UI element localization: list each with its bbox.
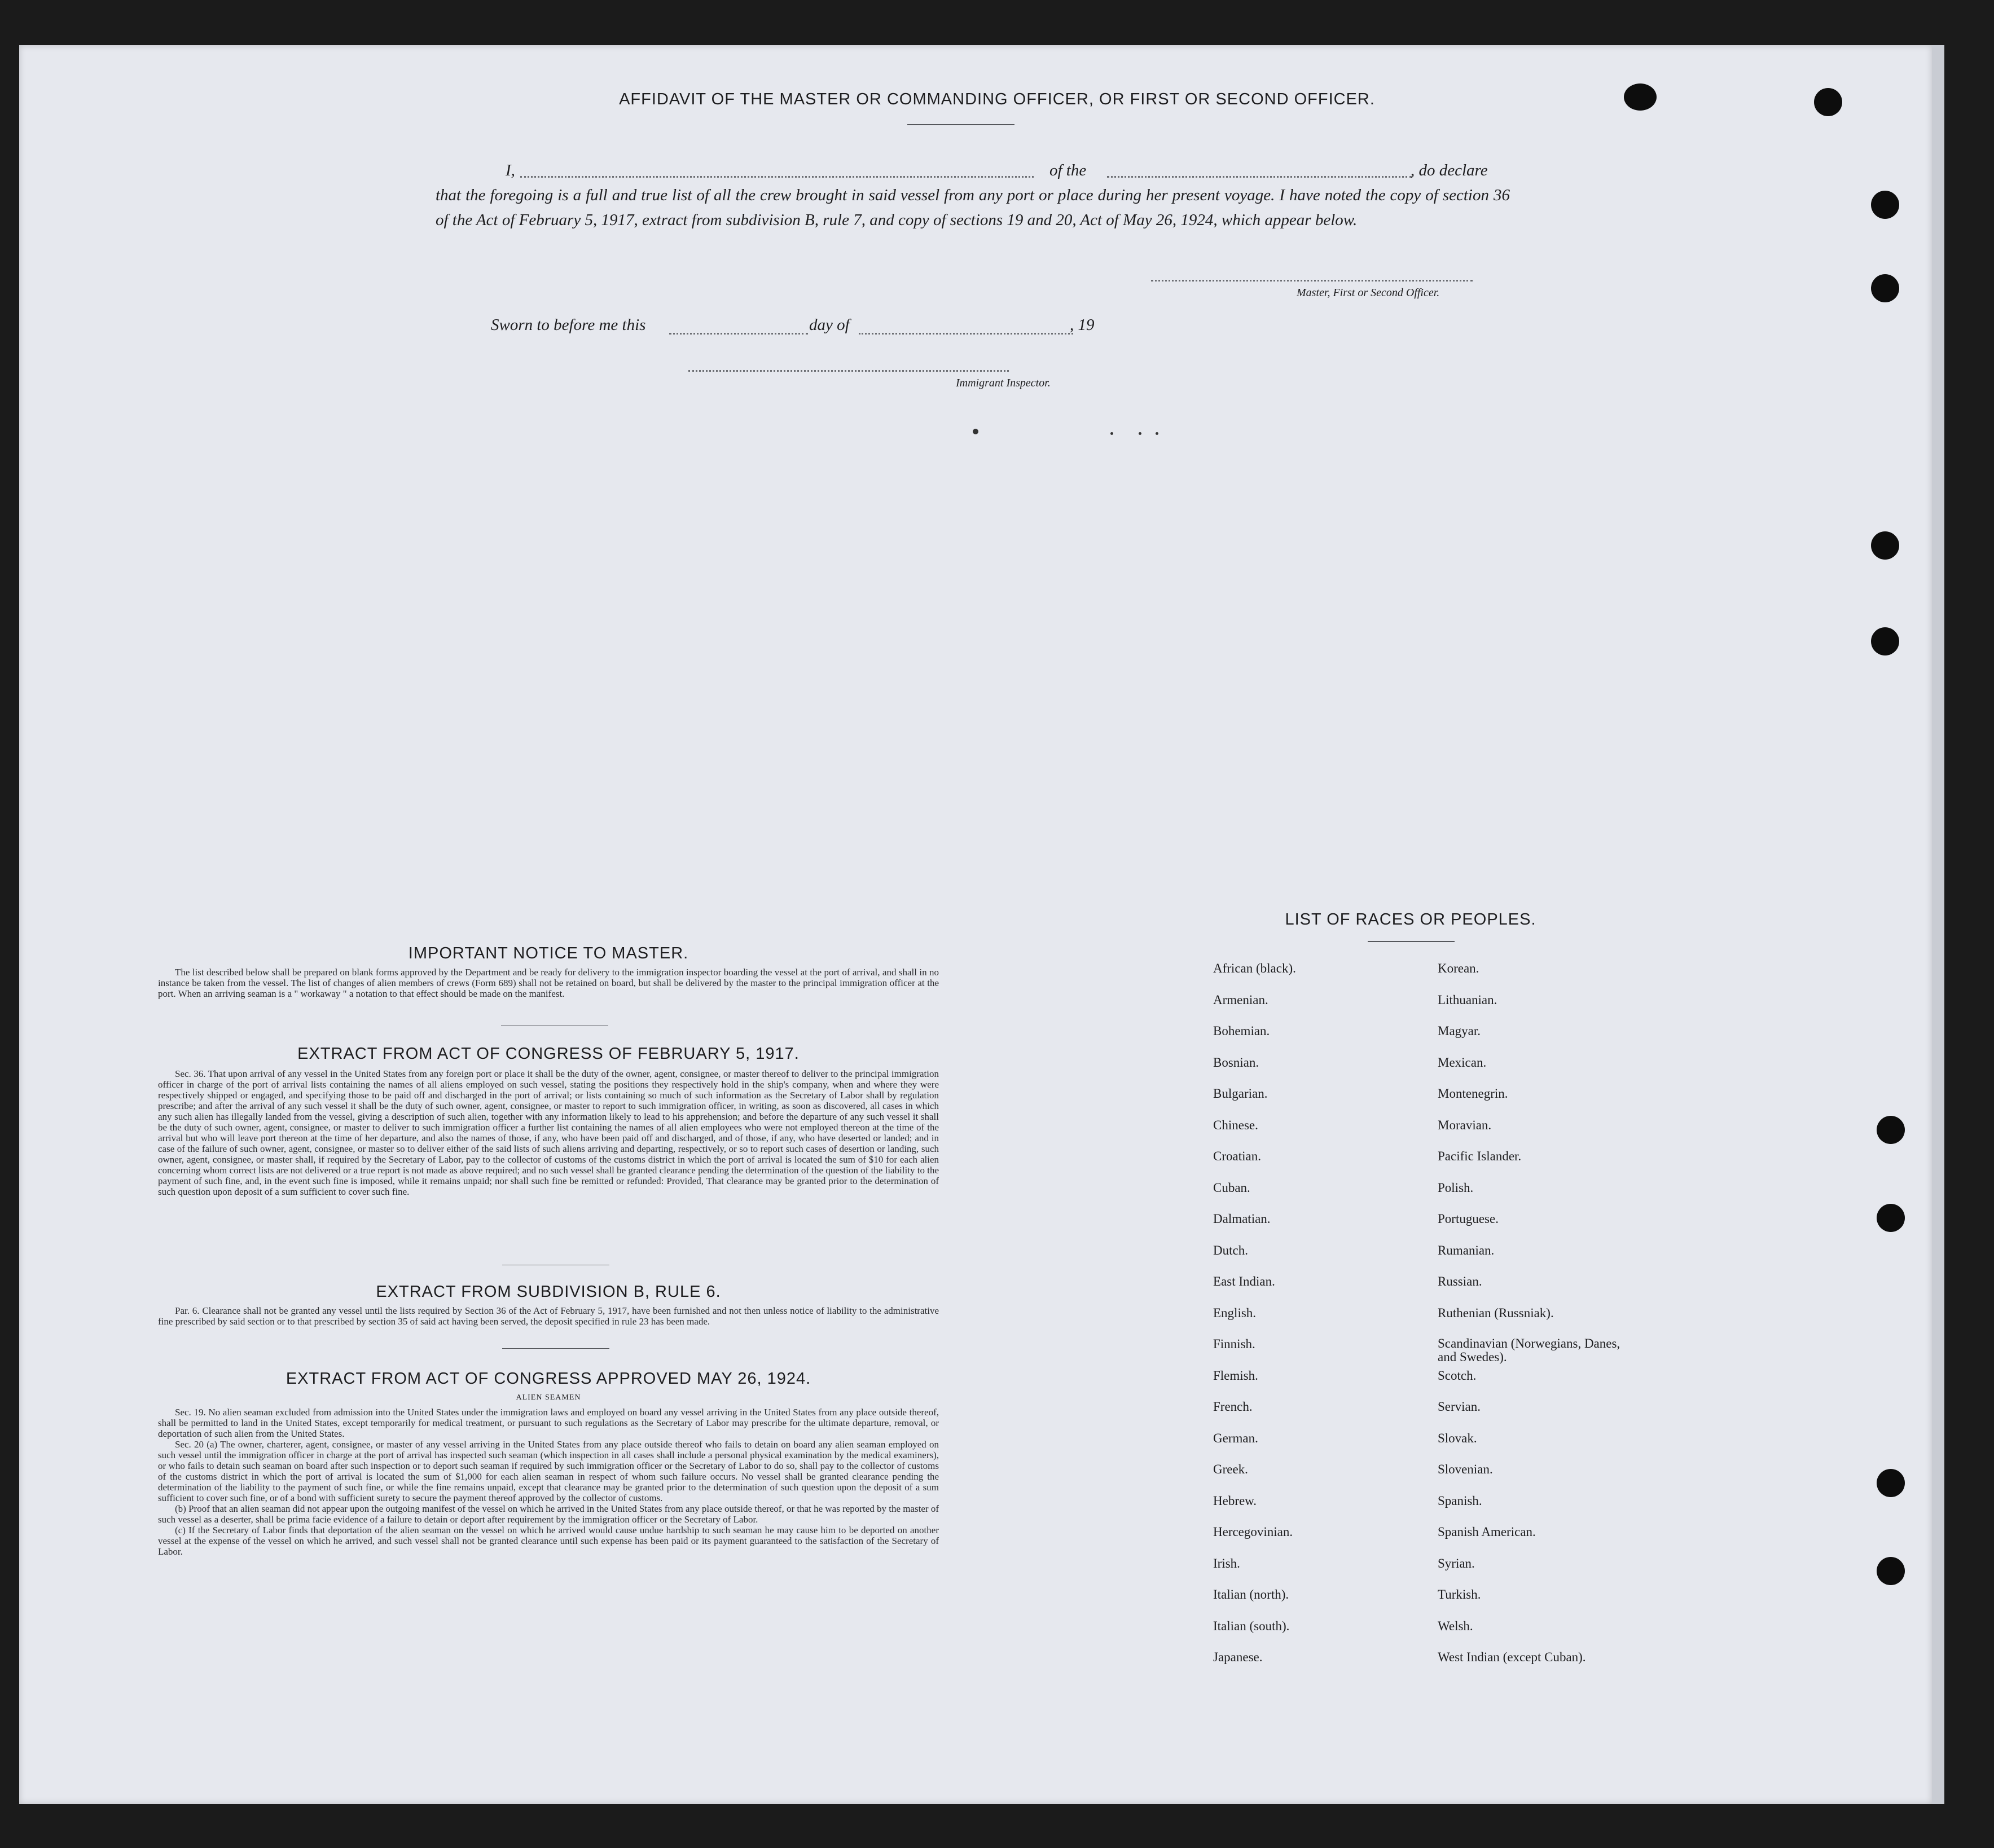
extract-1917-paragraph: Sec. 36. That upon arrival of any vessel in the United States from any foreign port or place it shall be the duty of the owner, agent, consignee, or master thereof to deliver to the principal immigration officer in charge of the port of arrival lists containing the names of all aliens employed on such vessel, stating the positions they respectively hold in the ship's company, when and where they were respectively shipped or engaged, and specifying those to be paid off and discharged in the port of arrival; or lists containing so much of such information as the Secretary of Labor shall by regulation prescribe; and after the arrival of any such vessel it shall be the duty of such owner, agent, consignee, or master to report to such immigration officer, in writing, as soon as discovered, all cases in which any such alien has illegally landed from the vessel, giving a description of such alien, together with any information likely to lead to his apprehension; and before the departure of any such vessel it shall be the duty of such owner, agent, consignee, or master to deliver to such immigration officer a further list containing the names of all alien employees who were not employed thereon at the time of the arrival but who will leave port thereon at the time of her departure, and also the names of those, if any, who have been paid off and discharged, and of those, if any, who have deserted or landed; and in case of the failure of such owner, agent, consignee, or master so to deliver either of the said lists of such aliens arriving and departing, respectively, or so to report such cases of desertion or landing, such owner, agent, consignee, or master shall, if required by the Secretary of Labor, pay to the collector of customs of the customs district in which the port of arrival is located the sum of $10 for each alien concerning whom correct lists are not delivered or a true report is not made as above required; and no such vessel shall be granted clearance pending the determination of the question of the liability to the payment of such fine, and, in the event such fine is imposed, while it remains unpaid; nor shall such fine be remitted or refunded: Provided, That clearance may be granted prior to the determination of such question upon deposit of a sum sufficient to cover such fine. xyxy=(158,1068,939,1197)
race-right-item: Korean. xyxy=(1438,961,1479,975)
race-right-item: Pacific Islander. xyxy=(1438,1149,1522,1163)
race-left-item: English. xyxy=(1213,1306,1257,1320)
race-left-item: Hercegovinian. xyxy=(1213,1525,1293,1539)
race-right-item: Magyar. xyxy=(1438,1024,1481,1038)
inspector-caption: Immigrant Inspector. xyxy=(956,377,1051,389)
race-right-item: Welsh. xyxy=(1438,1619,1473,1633)
race-left-item: Armenian. xyxy=(1213,993,1268,1007)
name-blank[interactable] xyxy=(520,176,1034,178)
ink-speck xyxy=(973,429,978,434)
race-left-item: Italian (south). xyxy=(1213,1619,1290,1633)
officer-signature-line[interactable] xyxy=(1151,280,1473,281)
race-right-item: Syrian. xyxy=(1438,1556,1475,1570)
sworn-day-of: day of xyxy=(809,316,850,334)
extract-1924-sec19: Sec. 19. No alien seaman excluded from admission into the United States under the immigration laws and employed on board any vessel arriving in the United States from any place outside thereof, shall be permitted to land in the United States, except temporarily for medical treatment, or pursuant to such regulations as the Secretary of Labor may prescribe for the ultimate departure, removal, or deportation of such alien from the United States. xyxy=(158,1407,939,1439)
notice-paragraph: The list described below shall be prepared on blank forms approved by the Department and be ready for delivery to the immigration inspector boarding the vessel at the port of arrival, and shall in no instance be taken from the vessel. The list of changes of alien members of crews (Form 689) shall not be retained on board, but shall be delivered by the master to the principal immigration officer at the port. When an arriving seaman is a " workaway " a notation to that effect should be made on the manifest. xyxy=(158,967,939,999)
section-divider xyxy=(502,1348,609,1349)
sworn-day-blank[interactable] xyxy=(669,333,808,335)
race-right-item: Lithuanian. xyxy=(1438,993,1497,1007)
race-right-item: Scandinavian (Norwegians, Danes, and Swedes). xyxy=(1438,1336,1620,1364)
race-right-item: Ruthenian (Russniak). xyxy=(1438,1306,1554,1320)
race-left-item: German. xyxy=(1213,1431,1258,1445)
inspector-signature-line[interactable] xyxy=(688,370,1009,372)
race-right-item: Scotch. xyxy=(1438,1369,1477,1383)
binder-hole-icon xyxy=(1871,627,1899,655)
binder-hole-icon xyxy=(1877,1116,1905,1144)
race-right-item: Slovenian. xyxy=(1438,1462,1493,1476)
race-right-item: Portuguese. xyxy=(1438,1212,1499,1226)
race-left-item: Hebrew. xyxy=(1213,1494,1257,1508)
race-left-item: Bulgarian. xyxy=(1213,1086,1268,1101)
race-left-item: Bosnian. xyxy=(1213,1055,1259,1070)
race-left-item: Croatian. xyxy=(1213,1149,1261,1163)
binder-hole-icon xyxy=(1877,1557,1905,1585)
title-underline xyxy=(907,124,1014,125)
binder-hole-icon xyxy=(1877,1469,1905,1497)
sworn-year-prefix: , 19 xyxy=(1070,316,1095,334)
binder-hole-icon xyxy=(1871,531,1899,560)
extract-1924-title: EXTRACT FROM ACT OF CONGRESS APPROVED MAY 26, 1924. xyxy=(286,1370,811,1388)
binder-hole-icon xyxy=(1877,1204,1905,1232)
race-left-item: Irish. xyxy=(1213,1556,1240,1570)
race-right-item: West Indian (except Cuban). xyxy=(1438,1650,1586,1664)
extract-rule6-paragraph: Par. 6. Clearance shall not be granted any vessel until the lists required by Section 36 of the Act of February 5, 1917, have been furnished and not then unless notice of liability to the administrative fine prescribed by said section or to that prescribed by section 35 of said act having been served, the deposit specified in rule 23 has been made. xyxy=(158,1305,939,1327)
ink-speck xyxy=(1156,432,1158,435)
race-right-item: Montenegrin. xyxy=(1438,1086,1508,1101)
declaration-i-label: I, xyxy=(506,161,515,179)
race-left-item: African (black). xyxy=(1213,961,1296,975)
sworn-month-blank[interactable] xyxy=(859,333,1073,335)
declaration-body: that the foregoing is a full and true list of all the crew brought in said vessel from any port or place during her present voyage. I have noted the copy of section 36 of the Act of February 5, 1917, extract from subdivision B, rule 7, and copy of sections 19 and 20, Act of May 26, 1924, which appear below. xyxy=(436,186,1510,229)
sworn-prefix: Sworn to before me this xyxy=(491,316,646,334)
race-right-item: Rumanian. xyxy=(1438,1243,1495,1257)
race-left-item: Dalmatian. xyxy=(1213,1212,1271,1226)
race-left-item: Chinese. xyxy=(1213,1118,1258,1132)
declaration-line-1 xyxy=(506,158,1510,183)
extract-rule6-text xyxy=(158,1305,939,1327)
extract-rule6-title: EXTRACT FROM SUBDIVISION B, RULE 6. xyxy=(376,1283,721,1301)
race-left-item: Italian (north). xyxy=(1213,1587,1289,1601)
notice-text xyxy=(158,967,939,999)
race-left-item: Bohemian. xyxy=(1213,1024,1270,1038)
extract-1924-sec20c: (c) If the Secretary of Labor finds that deportation of the alien seaman on the vessel on which he arrived would cause undue hardship to such seaman he may cause him to be deported on another vessel at the expense of the vessel on which he arrived, and such vessel shall not be granted clearance until such expense has been paid or its payment guaranteed to the satisfaction of the Secretary of Labor. xyxy=(158,1525,939,1557)
ink-speck xyxy=(1139,432,1141,435)
officer-signature-caption: Master, First or Second Officer. xyxy=(1297,287,1440,299)
extract-1924-text xyxy=(158,1407,939,1557)
race-right-item: Servian. xyxy=(1438,1400,1481,1414)
race-right-item: Turkish. xyxy=(1438,1587,1481,1601)
race-left-item: French. xyxy=(1213,1400,1253,1414)
race-left-item: Dutch. xyxy=(1213,1243,1248,1257)
binder-hole-icon xyxy=(1871,191,1899,219)
extract-1917-title: EXTRACT FROM ACT OF CONGRESS OF FEBRUARY 5, 1917. xyxy=(297,1045,800,1063)
vessel-blank[interactable] xyxy=(1107,176,1412,178)
race-right-item: Spanish American. xyxy=(1438,1525,1536,1539)
race-left-item: Finnish. xyxy=(1213,1337,1255,1351)
of-the-label: of the xyxy=(1049,161,1087,179)
do-declare-label: , do declare xyxy=(1411,161,1488,179)
ink-speck xyxy=(1110,432,1113,435)
extract-1924-sec20a: Sec. 20 (a) The owner, charterer, agent, consignee, or master of any vessel arriving in the United States from any place outside thereof who fails to detain on board any alien seaman employed on such vessel until the immigration officer in charge at the port of arrival has inspected such seaman (which inspection in all cases shall include a personal physical examination by the medical examiners), or who fails to detain such seaman on board after such inspection or to deport such seaman if required by such immigration officer or the Secretary of Labor to do so, shall pay to the collector of customs of the customs district in which the port of arrival is located the sum of $1,000 for each alien seaman in respect of whom such failure occurs. No vessel shall be granted clearance pending the determination of the liability to the payment of such fine, or while the fine remains unpaid, except that clearance may be granted prior to the determination of such question upon the deposit of a sum sufficient to cover such fine, or of a bond with sufficient surety to secure the payment thereof approved by the collector of customs. xyxy=(158,1439,939,1503)
affidavit-title: AFFIDAVIT OF THE MASTER OR COMMANDING OFFICER, OR FIRST OR SECOND OFFICER. xyxy=(619,90,1375,108)
race-right-item: Russian. xyxy=(1438,1274,1482,1288)
extract-1924-subtitle: ALIEN SEAMEN xyxy=(516,1393,581,1402)
notice-title: IMPORTANT NOTICE TO MASTER. xyxy=(408,944,689,962)
race-left-item: Cuban. xyxy=(1213,1181,1250,1195)
race-right-item: Polish. xyxy=(1438,1181,1474,1195)
page-edge xyxy=(1932,45,1944,1804)
race-right-item: Mexican. xyxy=(1438,1055,1487,1070)
race-left-item: East Indian. xyxy=(1213,1274,1275,1288)
race-left-item: Japanese. xyxy=(1213,1650,1263,1664)
race-right-item: Moravian. xyxy=(1438,1118,1492,1132)
race-right-item: Slovak. xyxy=(1438,1431,1477,1445)
race-left-item: Greek. xyxy=(1213,1462,1248,1476)
binder-hole-icon xyxy=(1871,274,1899,302)
races-title: LIST OF RACES OR PEOPLES. xyxy=(1285,910,1536,929)
extract-1917-text xyxy=(158,1068,939,1197)
race-left-item: Flemish. xyxy=(1213,1369,1258,1383)
races-title-underline xyxy=(1368,941,1455,942)
race-right-item: Spanish. xyxy=(1438,1494,1482,1508)
extract-1924-sec20b: (b) Proof that an alien seaman did not appear upon the outgoing manifest of the vessel on which he arrived in the United States from any place outside thereof, or that he was reported by the master of such vessel as a deserter, shall be prima facie evidence of a failure to detain or deport after requirement by the immigration officer or the Secretary of Labor. xyxy=(158,1503,939,1525)
